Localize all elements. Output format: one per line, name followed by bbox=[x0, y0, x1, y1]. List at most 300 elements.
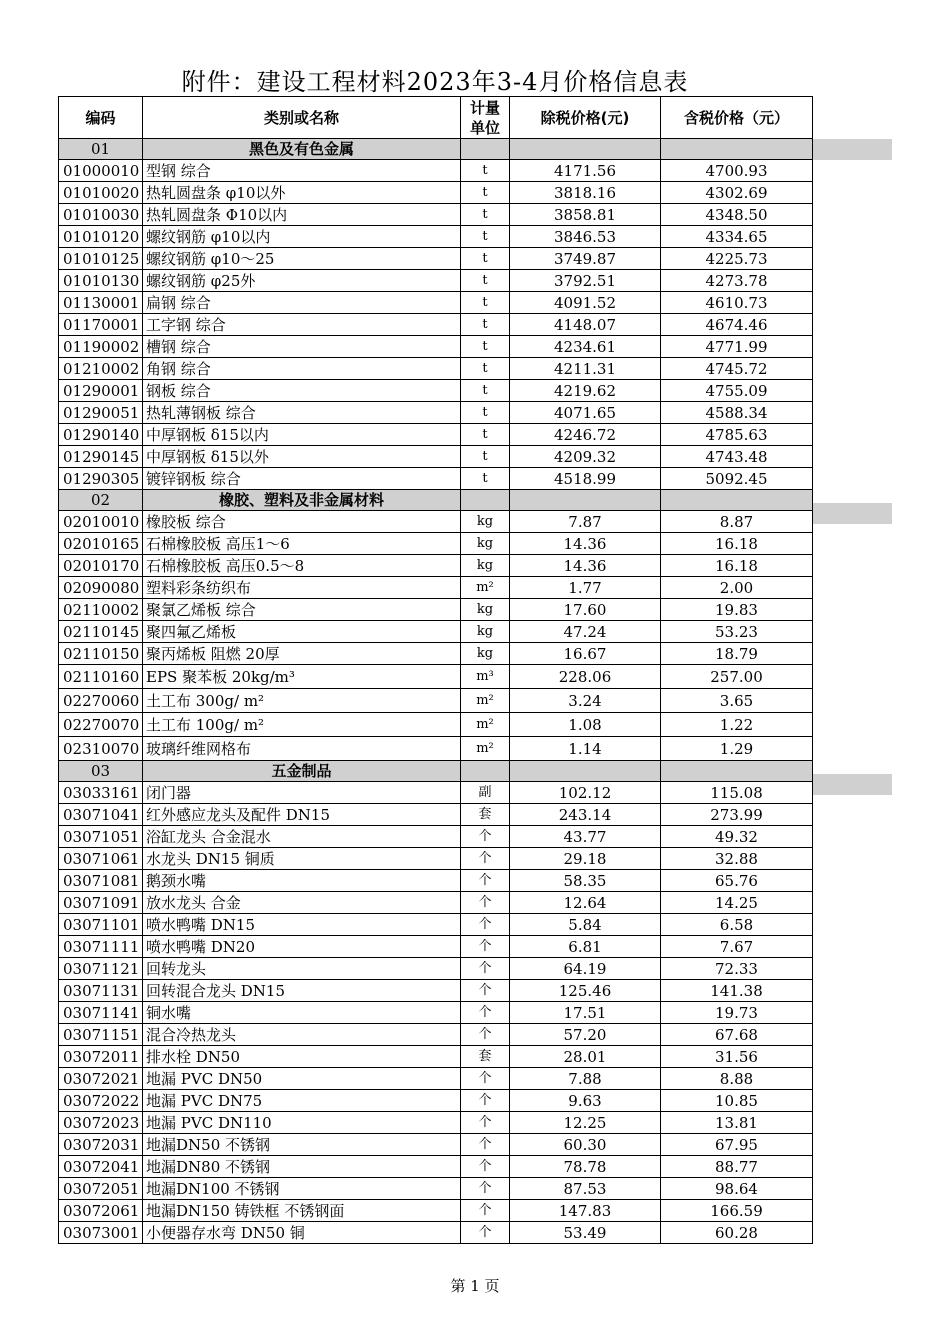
item-price-in: 67.95 bbox=[661, 1134, 813, 1156]
item-price-in: 4588.34 bbox=[661, 402, 813, 424]
page-title: 附件：建设工程材料2023年3-4月价格信息表 bbox=[181, 68, 689, 96]
item-code: 01210002 bbox=[59, 358, 143, 380]
item-code: 03071121 bbox=[59, 958, 143, 980]
item-price-in: 6.58 bbox=[661, 914, 813, 936]
table-row bbox=[59, 248, 813, 270]
item-unit: 个 bbox=[461, 1200, 510, 1222]
category-empty-cell bbox=[461, 761, 510, 782]
table-row bbox=[59, 914, 813, 936]
category-name: 黑色及有色金属 bbox=[143, 139, 461, 160]
item-unit: t bbox=[461, 424, 510, 446]
item-price-ex: 60.30 bbox=[510, 1134, 661, 1156]
item-price-ex: 53.49 bbox=[510, 1222, 661, 1244]
item-unit: 个 bbox=[461, 958, 510, 980]
category-code: 03 bbox=[59, 761, 143, 782]
category-code: 01 bbox=[59, 139, 143, 160]
item-code: 03072022 bbox=[59, 1090, 143, 1112]
item-price-in: 60.28 bbox=[661, 1222, 813, 1244]
header-name: 类别或名称 bbox=[143, 97, 461, 139]
item-unit: m² bbox=[461, 737, 510, 761]
category-empty-cell bbox=[461, 139, 510, 160]
item-price-in: 16.18 bbox=[661, 555, 813, 577]
item-name: 镀锌钢板 综合 bbox=[143, 468, 461, 490]
item-name: EPS 聚苯板 20kg/m³ bbox=[143, 665, 461, 689]
item-code: 03072061 bbox=[59, 1200, 143, 1222]
category-empty-cell bbox=[510, 490, 661, 511]
grey-band-01 bbox=[813, 139, 892, 160]
item-price-ex: 147.83 bbox=[510, 1200, 661, 1222]
table-row bbox=[59, 292, 813, 314]
item-price-ex: 3858.81 bbox=[510, 204, 661, 226]
item-unit: t bbox=[461, 248, 510, 270]
item-price-ex: 64.19 bbox=[510, 958, 661, 980]
item-name: 聚氯乙烯板 综合 bbox=[143, 599, 461, 621]
table-row bbox=[59, 314, 813, 336]
item-code: 03071041 bbox=[59, 804, 143, 826]
item-price-ex: 87.53 bbox=[510, 1178, 661, 1200]
item-price-in: 72.33 bbox=[661, 958, 813, 980]
item-name: 混合冷热龙头 bbox=[143, 1024, 461, 1046]
item-name: 土工布 300g/ m² bbox=[143, 689, 461, 713]
item-price-ex: 14.36 bbox=[510, 533, 661, 555]
item-unit: 个 bbox=[461, 1222, 510, 1244]
item-unit: 个 bbox=[461, 1112, 510, 1134]
table-row bbox=[59, 555, 813, 577]
table-row bbox=[59, 270, 813, 292]
item-name: 地漏 PVC DN110 bbox=[143, 1112, 461, 1134]
item-name: 扁钢 综合 bbox=[143, 292, 461, 314]
item-code: 03071141 bbox=[59, 1002, 143, 1024]
category-empty-cell bbox=[461, 490, 510, 511]
item-unit: t bbox=[461, 446, 510, 468]
category-row bbox=[59, 490, 813, 511]
item-name: 鹅颈水嘴 bbox=[143, 870, 461, 892]
table-row bbox=[59, 577, 813, 599]
item-price-in: 166.59 bbox=[661, 1200, 813, 1222]
item-name: 地漏 PVC DN50 bbox=[143, 1068, 461, 1090]
table-row bbox=[59, 1178, 813, 1200]
item-price-in: 115.08 bbox=[661, 782, 813, 804]
item-code: 03033161 bbox=[59, 782, 143, 804]
item-unit: t bbox=[461, 380, 510, 402]
item-unit: kg bbox=[461, 621, 510, 643]
item-price-ex: 1.77 bbox=[510, 577, 661, 599]
item-code: 03071151 bbox=[59, 1024, 143, 1046]
item-price-in: 19.83 bbox=[661, 599, 813, 621]
item-price-in: 141.38 bbox=[661, 980, 813, 1002]
item-name: 放水龙头 合金 bbox=[143, 892, 461, 914]
item-price-ex: 243.14 bbox=[510, 804, 661, 826]
item-name: 地漏DN150 铸铁框 不锈钢面 bbox=[143, 1200, 461, 1222]
item-code: 01010120 bbox=[59, 226, 143, 248]
item-price-in: 4785.63 bbox=[661, 424, 813, 446]
item-price-in: 4755.09 bbox=[661, 380, 813, 402]
item-price-ex: 4148.07 bbox=[510, 314, 661, 336]
table-row bbox=[59, 958, 813, 980]
item-code: 02010165 bbox=[59, 533, 143, 555]
item-name: 水龙头 DN15 铜质 bbox=[143, 848, 461, 870]
item-name: 石棉橡胶板 高压0.5～8 bbox=[143, 555, 461, 577]
table-row bbox=[59, 1222, 813, 1244]
item-name: 回转龙头 bbox=[143, 958, 461, 980]
price-table bbox=[58, 96, 813, 1244]
item-price-in: 7.67 bbox=[661, 936, 813, 958]
item-code: 02110150 bbox=[59, 643, 143, 665]
item-code: 02270070 bbox=[59, 713, 143, 737]
item-code: 03071131 bbox=[59, 980, 143, 1002]
category-empty-cell bbox=[661, 490, 813, 511]
item-code: 01290140 bbox=[59, 424, 143, 446]
item-code: 03071061 bbox=[59, 848, 143, 870]
table-row bbox=[59, 204, 813, 226]
item-price-ex: 4209.32 bbox=[510, 446, 661, 468]
table-row bbox=[59, 826, 813, 848]
item-code: 02270060 bbox=[59, 689, 143, 713]
item-price-in: 19.73 bbox=[661, 1002, 813, 1024]
category-empty-cell bbox=[510, 761, 661, 782]
item-unit: t bbox=[461, 160, 510, 182]
item-name: 热轧圆盘条 Φ10以内 bbox=[143, 204, 461, 226]
item-name: 喷水鸭嘴 DN15 bbox=[143, 914, 461, 936]
header-price-ex: 除税价格(元) bbox=[510, 97, 661, 139]
item-code: 03072023 bbox=[59, 1112, 143, 1134]
item-code: 01190002 bbox=[59, 336, 143, 358]
item-name: 玻璃纤维网格布 bbox=[143, 737, 461, 761]
table-row bbox=[59, 1002, 813, 1024]
item-unit: t bbox=[461, 292, 510, 314]
item-name: 角钢 综合 bbox=[143, 358, 461, 380]
table-row bbox=[59, 226, 813, 248]
table-row bbox=[59, 160, 813, 182]
table-row bbox=[59, 1046, 813, 1068]
item-price-in: 88.77 bbox=[661, 1156, 813, 1178]
category-row bbox=[59, 139, 813, 160]
item-price-ex: 3846.53 bbox=[510, 226, 661, 248]
item-name: 工字钢 综合 bbox=[143, 314, 461, 336]
item-name: 聚四氟乙烯板 bbox=[143, 621, 461, 643]
item-code: 03071051 bbox=[59, 826, 143, 848]
item-code: 03072051 bbox=[59, 1178, 143, 1200]
item-unit: m³ bbox=[461, 665, 510, 689]
item-name: 浴缸龙头 合金混水 bbox=[143, 826, 461, 848]
item-unit: 个 bbox=[461, 1156, 510, 1178]
item-unit: 套 bbox=[461, 1046, 510, 1068]
item-name: 中厚钢板 δ15以外 bbox=[143, 446, 461, 468]
table-row bbox=[59, 446, 813, 468]
item-code: 02010010 bbox=[59, 511, 143, 533]
item-price-in: 18.79 bbox=[661, 643, 813, 665]
item-price-ex: 3818.16 bbox=[510, 182, 661, 204]
item-unit: 个 bbox=[461, 914, 510, 936]
item-price-in: 67.68 bbox=[661, 1024, 813, 1046]
item-name: 土工布 100g/ m² bbox=[143, 713, 461, 737]
item-name: 塑料彩条纺织布 bbox=[143, 577, 461, 599]
item-price-in: 4743.48 bbox=[661, 446, 813, 468]
item-name: 地漏DN50 不锈钢 bbox=[143, 1134, 461, 1156]
item-code: 03071101 bbox=[59, 914, 143, 936]
item-price-ex: 4219.62 bbox=[510, 380, 661, 402]
item-name: 石棉橡胶板 高压1～6 bbox=[143, 533, 461, 555]
table-row bbox=[59, 424, 813, 446]
item-unit: 个 bbox=[461, 1068, 510, 1090]
item-price-in: 8.88 bbox=[661, 1068, 813, 1090]
item-price-ex: 4171.56 bbox=[510, 160, 661, 182]
table-body bbox=[59, 139, 813, 1244]
table-row bbox=[59, 336, 813, 358]
item-code: 02110002 bbox=[59, 599, 143, 621]
item-price-ex: 17.60 bbox=[510, 599, 661, 621]
item-price-in: 4273.78 bbox=[661, 270, 813, 292]
item-code: 02090080 bbox=[59, 577, 143, 599]
header-unit bbox=[461, 97, 510, 139]
category-name: 五金制品 bbox=[143, 761, 461, 782]
item-unit: 个 bbox=[461, 870, 510, 892]
item-code: 01010030 bbox=[59, 204, 143, 226]
item-price-in: 4745.72 bbox=[661, 358, 813, 380]
item-price-in: 65.76 bbox=[661, 870, 813, 892]
item-price-in: 13.81 bbox=[661, 1112, 813, 1134]
item-price-in: 14.25 bbox=[661, 892, 813, 914]
item-price-in: 4334.65 bbox=[661, 226, 813, 248]
item-code: 01130001 bbox=[59, 292, 143, 314]
item-price-in: 4700.93 bbox=[661, 160, 813, 182]
item-code: 03071091 bbox=[59, 892, 143, 914]
item-name: 槽钢 综合 bbox=[143, 336, 461, 358]
item-price-in: 2.00 bbox=[661, 577, 813, 599]
item-unit: t bbox=[461, 402, 510, 424]
item-unit: t bbox=[461, 270, 510, 292]
item-price-in: 4674.46 bbox=[661, 314, 813, 336]
item-price-ex: 9.63 bbox=[510, 1090, 661, 1112]
table-row bbox=[59, 1156, 813, 1178]
item-price-in: 32.88 bbox=[661, 848, 813, 870]
table-row bbox=[59, 468, 813, 490]
item-unit: 个 bbox=[461, 1178, 510, 1200]
item-unit: 个 bbox=[461, 980, 510, 1002]
category-code: 02 bbox=[59, 490, 143, 511]
item-price-ex: 78.78 bbox=[510, 1156, 661, 1178]
table-row bbox=[59, 892, 813, 914]
item-price-ex: 14.36 bbox=[510, 555, 661, 577]
table-row bbox=[59, 599, 813, 621]
item-price-ex: 28.01 bbox=[510, 1046, 661, 1068]
item-code: 01010130 bbox=[59, 270, 143, 292]
item-price-ex: 3749.87 bbox=[510, 248, 661, 270]
item-price-ex: 4518.99 bbox=[510, 468, 661, 490]
item-price-ex: 58.35 bbox=[510, 870, 661, 892]
item-unit: kg bbox=[461, 599, 510, 621]
item-unit: 个 bbox=[461, 892, 510, 914]
table-row bbox=[59, 665, 813, 689]
item-price-ex: 4071.65 bbox=[510, 402, 661, 424]
item-name: 螺纹钢筋 φ25外 bbox=[143, 270, 461, 292]
table-row bbox=[59, 621, 813, 643]
table-row bbox=[59, 533, 813, 555]
item-code: 01290145 bbox=[59, 446, 143, 468]
item-unit: t bbox=[461, 226, 510, 248]
item-name: 小便器存水弯 DN50 铜 bbox=[143, 1222, 461, 1244]
item-price-in: 4348.50 bbox=[661, 204, 813, 226]
item-code: 01010125 bbox=[59, 248, 143, 270]
grey-band-03 bbox=[813, 774, 892, 795]
item-code: 03072041 bbox=[59, 1156, 143, 1178]
table-row bbox=[59, 1090, 813, 1112]
item-unit: kg bbox=[461, 643, 510, 665]
header-price-in: 含税价格（元） bbox=[661, 97, 813, 139]
item-price-in: 4302.69 bbox=[661, 182, 813, 204]
item-price-ex: 29.18 bbox=[510, 848, 661, 870]
item-unit: kg bbox=[461, 533, 510, 555]
item-name: 型钢 综合 bbox=[143, 160, 461, 182]
item-price-ex: 1.14 bbox=[510, 737, 661, 761]
item-unit: t bbox=[461, 358, 510, 380]
item-code: 01290305 bbox=[59, 468, 143, 490]
item-price-ex: 5.84 bbox=[510, 914, 661, 936]
item-code: 03071081 bbox=[59, 870, 143, 892]
item-unit: t bbox=[461, 314, 510, 336]
item-price-ex: 3.24 bbox=[510, 689, 661, 713]
item-name: 闭门器 bbox=[143, 782, 461, 804]
item-price-ex: 3792.51 bbox=[510, 270, 661, 292]
item-name: 红外感应龙头及配件 DN15 bbox=[143, 804, 461, 826]
table-row bbox=[59, 358, 813, 380]
item-price-ex: 47.24 bbox=[510, 621, 661, 643]
item-code: 02310070 bbox=[59, 737, 143, 761]
header-unit-label: 计量单位 bbox=[469, 98, 500, 137]
item-name: 铜水嘴 bbox=[143, 1002, 461, 1024]
item-price-in: 5092.45 bbox=[661, 468, 813, 490]
item-unit: 个 bbox=[461, 1134, 510, 1156]
item-price-in: 4610.73 bbox=[661, 292, 813, 314]
item-unit: m² bbox=[461, 689, 510, 713]
item-name: 排水栓 DN50 bbox=[143, 1046, 461, 1068]
item-price-ex: 12.64 bbox=[510, 892, 661, 914]
item-name: 螺纹钢筋 φ10以内 bbox=[143, 226, 461, 248]
item-price-ex: 4246.72 bbox=[510, 424, 661, 446]
item-name: 喷水鸭嘴 DN20 bbox=[143, 936, 461, 958]
category-empty-cell bbox=[661, 139, 813, 160]
item-unit: 个 bbox=[461, 1090, 510, 1112]
item-unit: m² bbox=[461, 577, 510, 599]
table-row bbox=[59, 689, 813, 713]
item-code: 02110145 bbox=[59, 621, 143, 643]
item-unit: kg bbox=[461, 511, 510, 533]
item-price-in: 273.99 bbox=[661, 804, 813, 826]
category-name: 橡胶、塑料及非金属材料 bbox=[143, 490, 461, 511]
page-number: 第 1 页 bbox=[450, 1277, 500, 1295]
item-unit: 个 bbox=[461, 826, 510, 848]
table-row bbox=[59, 402, 813, 424]
table-row bbox=[59, 980, 813, 1002]
item-code: 01170001 bbox=[59, 314, 143, 336]
item-name: 橡胶板 综合 bbox=[143, 511, 461, 533]
item-price-ex: 4234.61 bbox=[510, 336, 661, 358]
item-price-in: 10.85 bbox=[661, 1090, 813, 1112]
item-price-in: 3.65 bbox=[661, 689, 813, 713]
table-row bbox=[59, 870, 813, 892]
item-name: 地漏DN100 不锈钢 bbox=[143, 1178, 461, 1200]
item-unit: 个 bbox=[461, 936, 510, 958]
item-price-in: 4771.99 bbox=[661, 336, 813, 358]
table-row bbox=[59, 1112, 813, 1134]
item-name: 地漏 PVC DN75 bbox=[143, 1090, 461, 1112]
item-price-in: 1.29 bbox=[661, 737, 813, 761]
item-price-ex: 17.51 bbox=[510, 1002, 661, 1024]
item-code: 03072021 bbox=[59, 1068, 143, 1090]
item-name: 螺纹钢筋 φ10～25 bbox=[143, 248, 461, 270]
item-price-in: 49.32 bbox=[661, 826, 813, 848]
item-unit: kg bbox=[461, 555, 510, 577]
category-empty-cell bbox=[510, 139, 661, 160]
table-row bbox=[59, 1134, 813, 1156]
item-code: 01010020 bbox=[59, 182, 143, 204]
item-code: 02110160 bbox=[59, 665, 143, 689]
item-price-in: 4225.73 bbox=[661, 248, 813, 270]
item-price-ex: 4211.31 bbox=[510, 358, 661, 380]
item-price-ex: 1.08 bbox=[510, 713, 661, 737]
table-row bbox=[59, 643, 813, 665]
item-price-ex: 102.12 bbox=[510, 782, 661, 804]
item-name: 中厚钢板 δ15以内 bbox=[143, 424, 461, 446]
table-row bbox=[59, 1024, 813, 1046]
item-unit: 套 bbox=[461, 804, 510, 826]
item-code: 01290001 bbox=[59, 380, 143, 402]
item-code: 03071111 bbox=[59, 936, 143, 958]
table-row bbox=[59, 511, 813, 533]
item-code: 01000010 bbox=[59, 160, 143, 182]
item-name: 热轧圆盘条 φ10以外 bbox=[143, 182, 461, 204]
item-unit: 副 bbox=[461, 782, 510, 804]
table-row bbox=[59, 804, 813, 826]
item-price-ex: 43.77 bbox=[510, 826, 661, 848]
table-row bbox=[59, 380, 813, 402]
item-code: 02010170 bbox=[59, 555, 143, 577]
item-name: 热轧薄钢板 综合 bbox=[143, 402, 461, 424]
table-row bbox=[59, 182, 813, 204]
table-header-row bbox=[59, 97, 813, 139]
item-name: 钢板 综合 bbox=[143, 380, 461, 402]
item-price-ex: 6.81 bbox=[510, 936, 661, 958]
item-price-in: 98.64 bbox=[661, 1178, 813, 1200]
table-row bbox=[59, 713, 813, 737]
item-unit: 个 bbox=[461, 848, 510, 870]
item-unit: t bbox=[461, 336, 510, 358]
item-price-in: 257.00 bbox=[661, 665, 813, 689]
item-price-ex: 7.88 bbox=[510, 1068, 661, 1090]
item-unit: t bbox=[461, 468, 510, 490]
header-code: 编码 bbox=[59, 97, 143, 139]
table-row bbox=[59, 1200, 813, 1222]
item-code: 03072031 bbox=[59, 1134, 143, 1156]
item-price-in: 8.87 bbox=[661, 511, 813, 533]
item-price-in: 53.23 bbox=[661, 621, 813, 643]
item-price-in: 31.56 bbox=[661, 1046, 813, 1068]
item-price-ex: 16.67 bbox=[510, 643, 661, 665]
item-name: 聚丙烯板 阻燃 20厚 bbox=[143, 643, 461, 665]
table-row bbox=[59, 848, 813, 870]
table-row bbox=[59, 737, 813, 761]
item-unit: t bbox=[461, 204, 510, 226]
item-unit: m² bbox=[461, 713, 510, 737]
item-unit: 个 bbox=[461, 1024, 510, 1046]
item-price-ex: 228.06 bbox=[510, 665, 661, 689]
item-code: 03072011 bbox=[59, 1046, 143, 1068]
item-price-in: 16.18 bbox=[661, 533, 813, 555]
item-code: 03073001 bbox=[59, 1222, 143, 1244]
category-empty-cell bbox=[661, 761, 813, 782]
item-code: 01290051 bbox=[59, 402, 143, 424]
item-price-ex: 125.46 bbox=[510, 980, 661, 1002]
